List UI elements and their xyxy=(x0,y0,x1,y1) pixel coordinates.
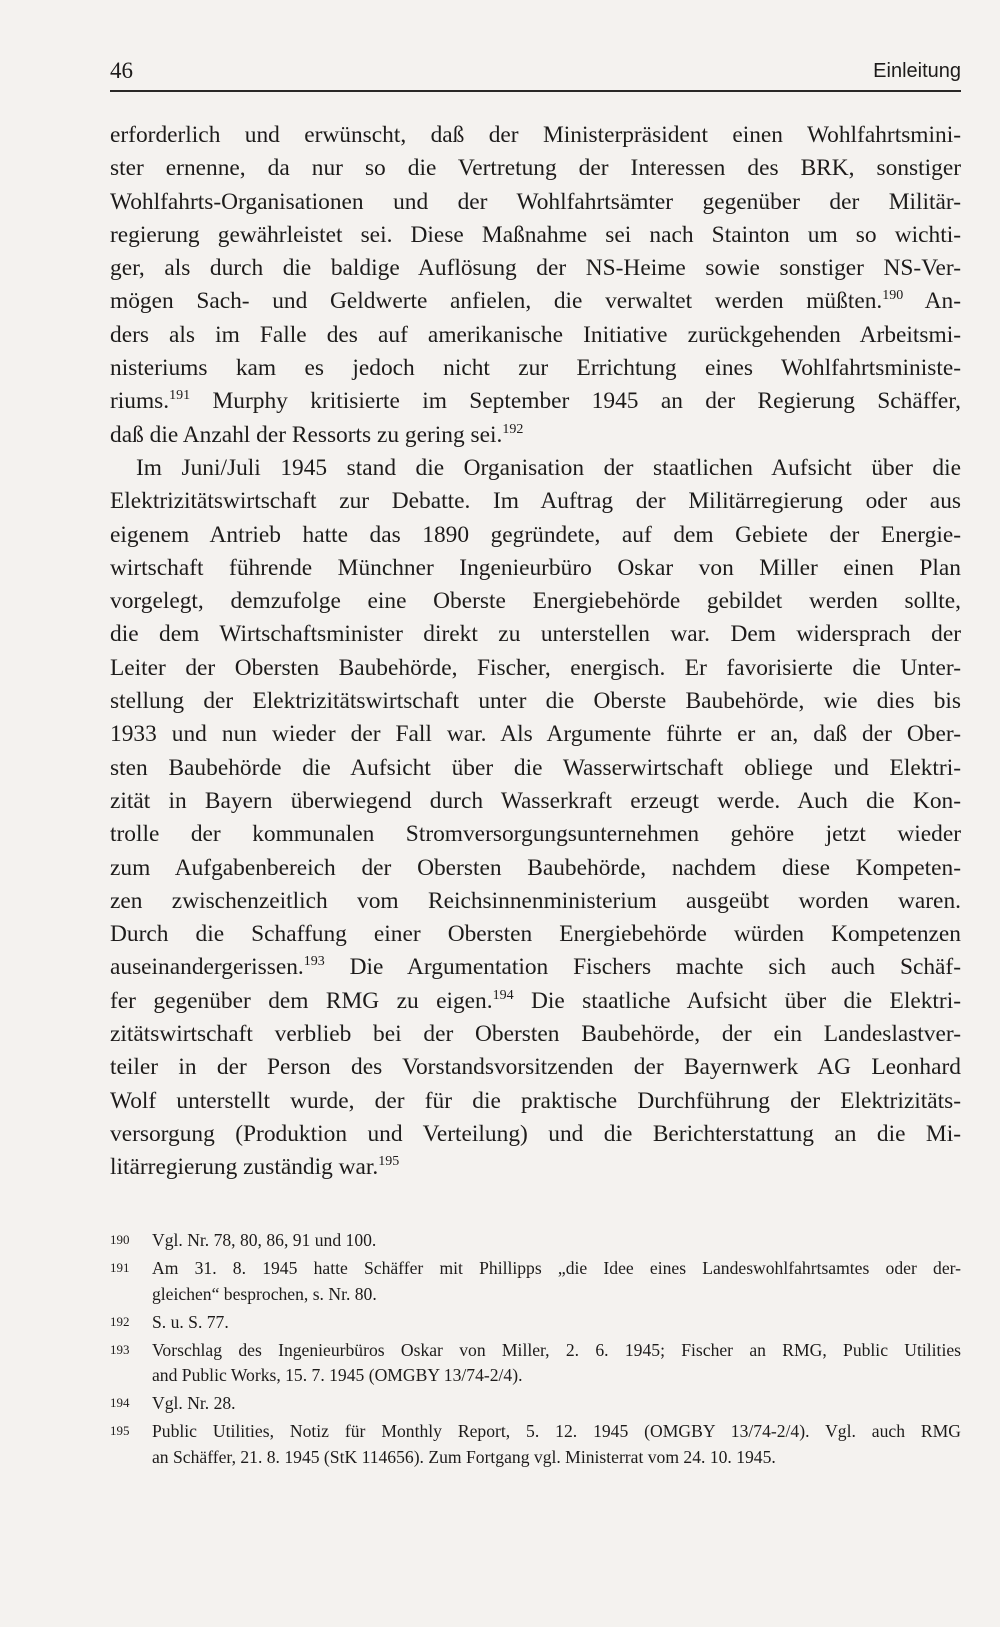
footnote-ref-195[interactable]: 195 xyxy=(378,1154,400,1170)
text-line: 1933 und nun wieder der Fall war. Als Argumente führte er an, daß der Ober- xyxy=(110,721,961,748)
text-line: Wolf unterstellt wurde, der für die praktische Durchführung der Elektrizitäts- xyxy=(110,1087,961,1114)
line-segment: fer gegenüber dem RMG zu eigen. xyxy=(110,987,493,1014)
paragraph-2 xyxy=(110,452,961,1185)
footnote-ref-191[interactable]: 191 xyxy=(169,388,191,404)
line-segment: auseinandergerissen. xyxy=(110,954,304,981)
line-segment: daß die Anzahl der Ressorts zu gering sei. xyxy=(110,421,503,448)
line-segment: litärregierung zuständig war. xyxy=(110,1154,379,1181)
footnote-ref-194[interactable]: 194 xyxy=(492,987,514,1003)
footnote-line: Am 31. 8. 1945 hatte Schäffer mit Phillipps „die Idee eines Landeswohlfahrtsamtes oder der- xyxy=(152,1258,961,1278)
footnote-line: Public Utilities, Notiz für Monthly Report, 5. 12. 1945 (OMGBY 13/74-2/4). Vgl. auch RMG xyxy=(152,1421,961,1441)
footnote-text xyxy=(152,1419,961,1470)
text-line: zität in Bayern überwiegend durch Wasserkraft erzeugt werde. Auch die Kon- xyxy=(110,787,961,814)
footnote-ref-192[interactable]: 192 xyxy=(502,421,524,437)
footnote-line: Vgl. Nr. 28. xyxy=(152,1393,236,1413)
text-line xyxy=(110,951,961,984)
footnote-line: Vgl. Nr. 78, 80, 86, 91 und 100. xyxy=(152,1230,377,1250)
footnotes xyxy=(110,1228,961,1473)
text-line: eigenem Antrieb hatte das 1890 gegründete, auf dem Gebiete der Energie- xyxy=(110,521,961,548)
text-line: stellung der Elektrizitätswirtschaft unter die Oberste Baubehörde, wie dies bis xyxy=(110,688,961,715)
text-line: Durch die Schaffung einer Obersten Energiebehörde würden Kompetenzen xyxy=(110,921,961,948)
text-line xyxy=(110,1151,961,1184)
text-line: zen zwischenzeitlich vom Reichsinnenministerium ausgeübt worden waren. xyxy=(110,887,961,914)
text-line: Wohlfahrts-Organisationen und der Wohlfahrtsämter gegenüber der Militär- xyxy=(110,188,961,215)
line-segment: Murphy kritisierte im September 1945 an der Regierung Schäffer, xyxy=(190,388,961,415)
footnote-text xyxy=(152,1228,961,1254)
text-line: regierung gewährleistet sei. Diese Maßnahme sei nach Stainton um so wichti- xyxy=(110,221,961,248)
text-line: ger, als durch die baldige Auflösung der NS-Heime sowie sonstiger NS-Ver- xyxy=(110,255,961,282)
line-segment: mögen Sach- und Geldwerte anfielen, die verwaltet werden müßten. xyxy=(110,288,883,315)
footnote-190 xyxy=(110,1228,961,1254)
line-segment: Die staatliche Aufsicht über die Elektri- xyxy=(513,987,961,1014)
text-line: wirtschaft führende Münchner Ingenieurbüro Oskar von Miller einen Plan xyxy=(110,554,961,581)
text-line xyxy=(110,385,961,418)
footnote-192 xyxy=(110,1310,961,1336)
text-line: sten Baubehörde die Aufsicht über die Wasserwirtschaft obliege und Elektri- xyxy=(110,754,961,781)
footnote-text xyxy=(152,1391,961,1417)
footnote-line: an Schäffer, 21. 8. 1945 (StK 114656). Zum Fortgang vgl. Ministerrat vom 24. 10. 1945. xyxy=(152,1446,776,1467)
text-line: zitätswirtschaft verblieb bei der Obersten Baubehörde, der ein Landeslastver- xyxy=(110,1021,961,1048)
text-line: erforderlich und erwünscht, daß der Ministerpräsident einen Wohlfahrtsmini- xyxy=(110,122,961,148)
text-line: trolle der kommunalen Stromversorgungsunternehmen gehöre jetzt wieder xyxy=(110,821,961,848)
footnote-194 xyxy=(110,1391,961,1417)
text-line xyxy=(110,285,961,318)
footnote-number: 195 xyxy=(110,1423,130,1438)
text-line: Im Juni/Juli 1945 stand die Organisation der staatlichen Aufsicht über die xyxy=(136,454,961,481)
running-head xyxy=(110,56,961,92)
footnote-ref-193[interactable]: 193 xyxy=(303,954,325,970)
footnote-line: gleichen“ besprochen, s. Nr. 80. xyxy=(152,1283,377,1304)
text-line: Elektrizitätswirtschaft zur Debatte. Im Auftrag der Militärregierung oder aus xyxy=(110,488,961,515)
footnote-193 xyxy=(110,1338,961,1389)
text-line: ders als im Falle des auf amerikanische Initiative zurückgehenden Arbeitsmi- xyxy=(110,321,961,348)
paragraph-1 xyxy=(110,119,961,452)
footnote-text xyxy=(152,1338,961,1389)
footnote-number: 192 xyxy=(110,1313,130,1329)
footnote-ref-190[interactable]: 190 xyxy=(882,288,904,304)
body-text xyxy=(110,119,961,1185)
text-line: nisteriums kam es jedoch nicht zur Errichtung eines Wohlfahrtsministe- xyxy=(110,355,961,382)
text-line: die dem Wirtschaftsminister direkt zu unterstellen war. Dem widersprach der xyxy=(110,621,961,648)
text-line: ster ernenne, da nur so die Vertretung der Interessen des BRK, sonstiger xyxy=(110,155,961,182)
footnote-number: 193 xyxy=(110,1341,130,1357)
text-line: Leiter der Obersten Baubehörde, Fischer, energisch. Er favorisierte die Unter- xyxy=(110,654,961,681)
page-number: 46 xyxy=(110,58,133,83)
line-segment: An- xyxy=(903,288,962,315)
text-line: versorgung (Produktion und Verteilung) und die Berichterstattung an die Mi- xyxy=(110,1120,961,1147)
text-line xyxy=(110,419,961,452)
footnote-191 xyxy=(110,1256,961,1307)
text-line: zum Aufgabenbereich der Obersten Baubehörde, nachdem diese Kompeten- xyxy=(110,854,961,881)
section-title: Einleitung xyxy=(873,60,961,82)
text-line xyxy=(110,985,961,1018)
footnote-text xyxy=(152,1310,961,1336)
line-segment: Die Argumentation Fischers machte sich auch Schäf- xyxy=(324,954,961,981)
footnote-line: S. u. S. 77. xyxy=(152,1311,229,1332)
text-line: vorgelegt, demzufolge eine Oberste Energiebehörde gebildet werden sollte, xyxy=(110,588,961,615)
footnote-number: 191 xyxy=(110,1260,130,1275)
footnote-number: 190 xyxy=(110,1232,130,1247)
footnote-195 xyxy=(110,1419,961,1470)
line-segment: riums. xyxy=(110,388,170,415)
footnote-number: 194 xyxy=(110,1395,130,1410)
text-line: teiler in der Person des Vorstandsvorsitzenden der Bayernwerk AG Leonhard xyxy=(110,1054,961,1081)
footnote-line: Vorschlag des Ingenieurbüros Oskar von Miller, 2. 6. 1945; Fischer an RMG, Public Utilities xyxy=(152,1339,961,1360)
footnote-line: and Public Works, 15. 7. 1945 (OMGBY 13/74-2/4). xyxy=(152,1365,523,1385)
footnote-text xyxy=(152,1256,961,1307)
